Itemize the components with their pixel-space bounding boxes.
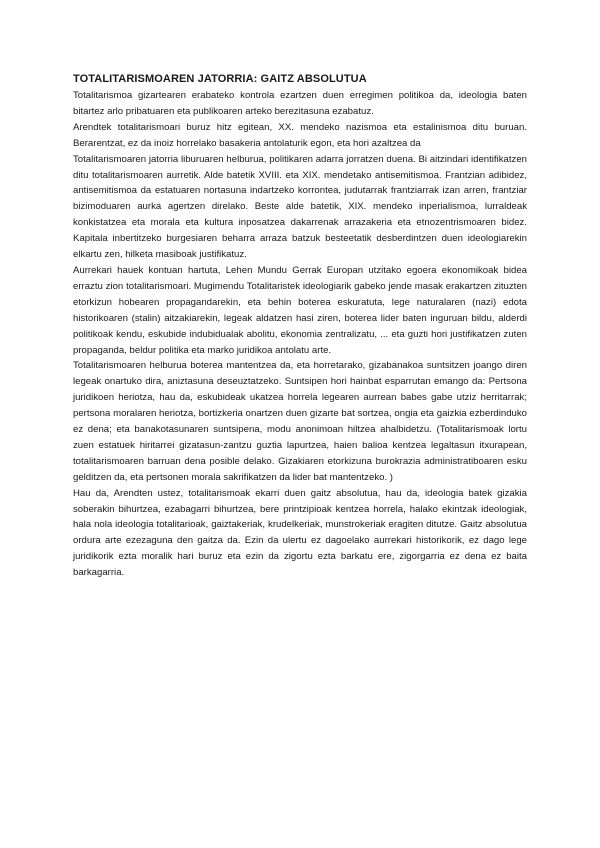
paragraph: Totalitarismoaren jatorria liburuaren helburua, politikaren adarra jorratzen duena. Bi aitzindari identifikatzen ditu totalitarismoaren aurretik. Alde batetik XVIII. eta XIX. mendetako antisemitismoa. Frantzian adibidez, antisemitismoa da estatuaren nortasuna indartzeko korrontea, judutarrak frantziarrak izan arren, frantziar bizimoduaren aurka agertzen direlako. Beste alde batetik, XIX. mendeko inperialismoa, lurraldeak konkistatzea eta morala eta kultura inposatzea dakarrenak arrazakeria eta etnozentrismoaren bidez. Kapitala inbertitzeko burgesiaren beharra arraza batzuk besteetatik desberdintzen duen ideologiarekin elkartu zen, hilketa masiboak justifikatuz. <box>73 153 527 261</box>
paragraph: Totalitarismoa gizartearen erabateko kontrola ezartzen duen erregimen politikoa da, ideologia baten bitartez arlo pribatuaren eta publikoaren arteko berezitasuna ezabatuz. <box>73 90 527 117</box>
document-title: TOTALITARISMOAREN JATORRIA: GAITZ ABSOLUTUA <box>73 73 367 85</box>
paragraph: Aurrekari hauek kontuan hartuta, Lehen Mundu Gerrak Europan utzitako egoera ekonomikoak bidea erraztu zion totalitarismoari. Mugimendu Totalitaristek ideologiarik gabeko jende masak erakartzen zituzten etorkizun hobearen propagandarekin, eta behin boterea eskuratuta, lege naturalaren (nazi) edota historikoaren (stalin) aitzakiarekin, legeak aldatzen hasi ziren, boterea lider baten inguruan bildu, alderdi politikoak kendu, eskubide indubidualak abolitu, ekonomia zentralizatu, ... eta guzti hori justifikatzen zuten propaganda, beldur politika eta marko juridikoa antolatu arte. <box>73 264 527 356</box>
paragraph: Totalitarismoaren helburua boterea mantentzea da, eta horretarako, gizabanakoa suntsitzen joango diren legeak onartuko dira, aniztasuna deseuztatzeko. Suntsipen hori hainbat esparrutan emango da: Pertsona juridikoen heriotza, hau da, eskubideak ukatzea horrela legearen aurrean babes gabe utziz herritarrak; pertsona moralaren heriotza, bortizkeria onartzen duen gizarte bat sortzea, ongia eta gaizkia ezberdinduko ez dena; eta banakotasunaren suntsipena, modu anonimoan hiltzea ahalbidetzu. (Totalitarismoak lortu zuen estatuek hiritarrei gizatasun-zantzu guztia lapurtzea, haien balioa kentzea legaltasun itxurapean, totalitarismoaren barruan dena posible delako. Gizakiaren etorkizuna burokrazia administratiboaren esku gelditzen da, eta pertsonen morala sakrifikatzen da lider bat mantentzeko. ) <box>73 360 527 483</box>
paragraph: Arendtek totalitarismoari buruz hitz egitean, XX. mendeko nazismoa eta estalinismoa ditu buruan. Berarentzat, ez da inoiz horrelako basakeria antolaturik egon, eta hori azaltzea da <box>73 121 527 149</box>
paragraph: Hau da, Arendten ustez, totalitarismoak ekarri duen gaitz absolutua, hau da, ideologia batek gizakia soberakin bihurtzea, ezabagarri bihurtzea, bere printzipioak kentzea horrela, halako ekintzak ideologiak, hala nola ideologia totalitarioak, gaiztakeriak, krudelkeriak, munstrokeriak eragiten ditutze. Gaitz absolutua ordura arte ezezaguna den gaitza da. Ezin da ulertu ez dagoelako aurrekari historikorik, ez dago lege juridikorik ezta moralik hari buruz eta ezin da zigortu ezta barkatu ere, zigorgarria ez dena ez baita barkagarria. <box>73 487 527 579</box>
document-page <box>73 72 527 581</box>
